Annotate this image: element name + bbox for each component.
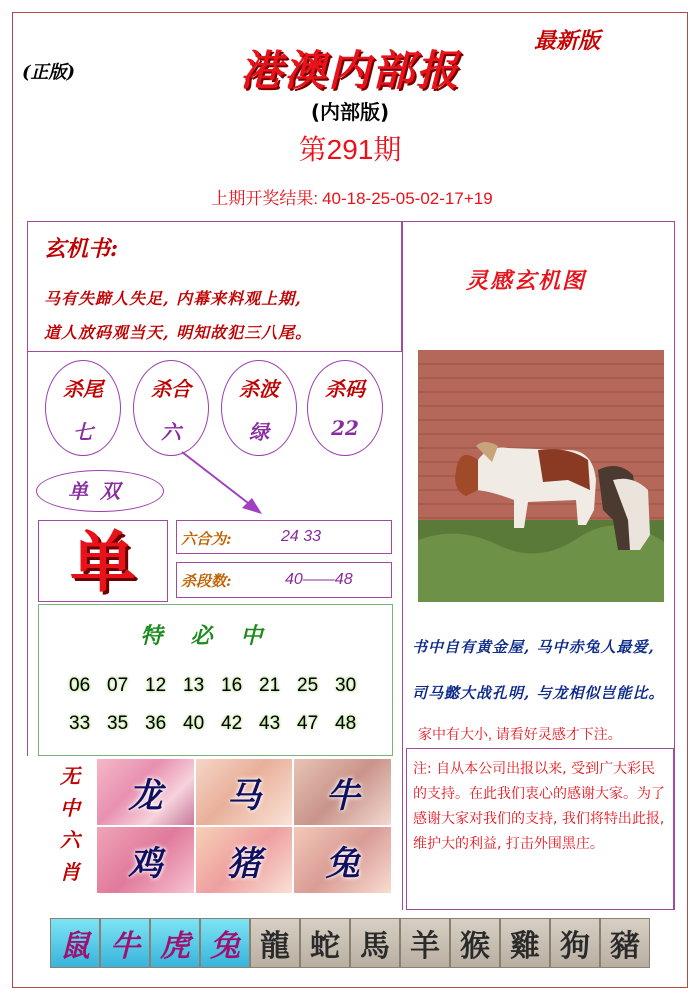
zodiac-pig: 豬 xyxy=(600,918,650,968)
zodiac-dragon: 龍 xyxy=(250,918,300,968)
circle-kill-wave xyxy=(221,360,297,456)
liuhe-box xyxy=(176,520,392,554)
zodiac-tiger: 虎 xyxy=(150,918,200,968)
animal-char: 龙 xyxy=(128,775,163,816)
issue-number: 第291期 xyxy=(298,134,402,165)
special-title: 特必中 xyxy=(140,623,291,649)
liuhe-value: 24 33 xyxy=(281,528,322,545)
zodiac-ox: 牛 xyxy=(100,918,150,968)
page-subtitle: (内部版) xyxy=(310,100,390,124)
last-result-label: 上期开奖结果: xyxy=(211,189,319,208)
odd-even-oval: 单双 xyxy=(36,470,164,512)
animal-grid xyxy=(96,758,392,894)
horses-photo xyxy=(418,350,664,602)
animal-cell-dragon xyxy=(96,758,195,826)
last-result xyxy=(0,184,700,209)
inspiration-line-2: 司马懿大战孔明, 与龙相似岂能比。 xyxy=(412,684,665,702)
inspiration-title: 灵感玄机图 xyxy=(466,268,587,294)
circle-label: 杀波 xyxy=(239,377,279,401)
xuanji-box xyxy=(27,221,402,352)
number-cell: 47 xyxy=(297,713,319,734)
circle-label: 杀合 xyxy=(151,377,191,401)
zodiac-goat: 羊 xyxy=(400,918,450,968)
last-result-value: 40-18-25-05-02-17+19 xyxy=(322,189,493,208)
zodiac-rat: 鼠 xyxy=(50,918,100,968)
notice-box xyxy=(406,748,674,910)
animal-cell-rooster xyxy=(96,826,195,894)
xuanji-title: 玄机书: xyxy=(44,236,119,262)
number-cell: 48 xyxy=(335,713,357,734)
zodiac-horse: 馬 xyxy=(350,918,400,968)
number-cell: 42 xyxy=(221,713,243,734)
horses-image xyxy=(418,350,664,602)
latest-tag: 最新版 xyxy=(534,28,601,54)
animal-cell-ox xyxy=(293,758,392,826)
circle-kill-sum xyxy=(133,360,209,456)
number-cell: 30 xyxy=(335,675,357,696)
zodiac-dog: 狗 xyxy=(550,918,600,968)
number-cell: 43 xyxy=(259,713,281,734)
zodiac-rooster: 雞 xyxy=(500,918,550,968)
zodiac-row xyxy=(50,918,650,968)
number-cell: 25 xyxy=(297,675,319,696)
number-cell: 07 xyxy=(107,675,129,696)
kill-range-box xyxy=(176,562,392,598)
number-cell: 16 xyxy=(221,675,243,696)
label-char: 肖 xyxy=(60,860,80,884)
number-cell: 36 xyxy=(145,713,167,734)
kill-range-label: 杀段数: xyxy=(181,572,232,590)
label-char: 六 xyxy=(60,828,80,852)
animal-cell-rabbit xyxy=(293,826,392,894)
circle-label: 杀尾 xyxy=(63,377,103,401)
circle-value: 七 xyxy=(73,420,93,444)
animal-char: 牛 xyxy=(325,775,360,816)
number-cell: 21 xyxy=(259,675,281,696)
column-divider xyxy=(402,221,403,910)
number-cell: 35 xyxy=(107,713,129,734)
special-numbers-box xyxy=(38,604,393,756)
zodiac-monkey: 猴 xyxy=(450,918,500,968)
circle-kill-tail xyxy=(45,360,121,456)
number-cell: 13 xyxy=(183,675,205,696)
number-cell: 06 xyxy=(69,675,91,696)
label-char: 中 xyxy=(60,796,80,820)
number-cell: 40 xyxy=(183,713,205,734)
animal-cell-horse xyxy=(195,758,294,826)
number-cell: 12 xyxy=(145,675,167,696)
page-title: 港澳内部报 xyxy=(239,46,460,95)
right-border xyxy=(674,221,675,910)
animal-char: 鸡 xyxy=(128,843,163,884)
edition-tag: (正版) xyxy=(22,62,76,83)
circle-kill-number xyxy=(307,360,383,456)
no-six-zodiac-label xyxy=(50,760,90,888)
number-row-1 xyxy=(69,675,373,697)
zodiac-snake: 蛇 xyxy=(300,918,350,968)
number-cell: 33 xyxy=(69,713,91,734)
animal-cell-pig xyxy=(195,826,294,894)
inspiration-tip: 家中有大小, 请看好灵感才下注。 xyxy=(418,726,622,742)
big-odd-box xyxy=(38,520,168,602)
kill-circles xyxy=(27,352,402,464)
circle-value: 绿 xyxy=(249,420,269,444)
animal-char: 猪 xyxy=(226,843,261,884)
circle-value: 六 xyxy=(161,420,181,444)
notice-text: 注: 自从本公司出报以来, 受到广大彩民的支持。在此我们衷心的感谢大家。为了感谢大家对我们的支持, 我们将特出此报, 维护大的利益, 打击外围黑庄。 xyxy=(413,761,665,852)
animal-char: 马 xyxy=(226,775,261,816)
big-odd-char: 单 xyxy=(70,523,136,601)
animal-char: 兔 xyxy=(325,843,360,884)
circle-label: 杀码 xyxy=(325,377,365,401)
xuanji-line-2: 道人放码观当天, 明知故犯三八尾。 xyxy=(44,323,313,342)
kill-range-value: 40——48 xyxy=(285,571,353,588)
label-char: 无 xyxy=(60,764,80,788)
number-row-2 xyxy=(69,713,373,735)
xuanji-line-1: 马有失蹄人失足, 内幕来料观上期, xyxy=(44,289,302,308)
liuhe-label: 六合为: xyxy=(181,530,232,548)
circle-value: 22 xyxy=(331,416,359,440)
inspiration-line-1: 书中自有黄金屋, 马中赤兔人最爱, xyxy=(412,638,655,656)
zodiac-rabbit: 兔 xyxy=(200,918,250,968)
